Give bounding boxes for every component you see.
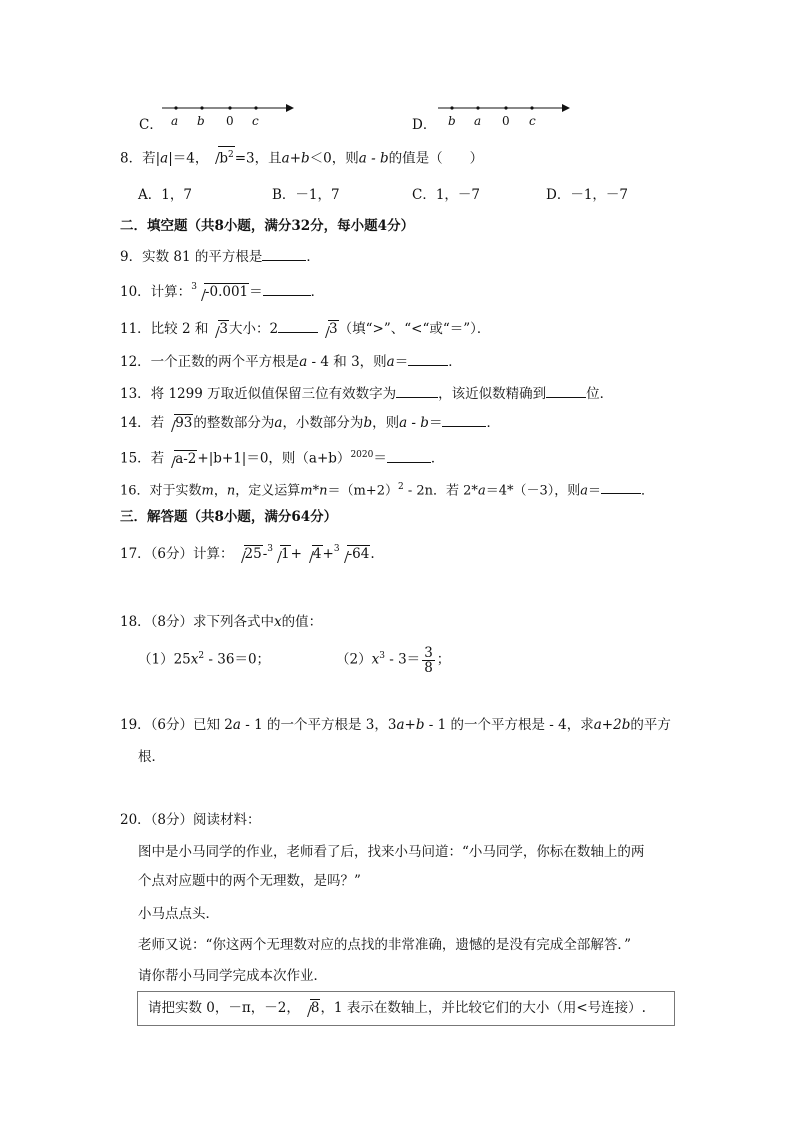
q20-paragraph-3: 小马点点头．: [138, 906, 219, 922]
question-15: 15．若 a-2+|b+1|＝0，则$(a+b)^{2020}=$ ．: [120, 450, 445, 467]
q16-answer-blank[interactable]: [601, 481, 641, 494]
question-12: 12．一个正数的两个平方根是a - 4 和 3，则a＝ ．: [120, 354, 462, 370]
q7-option-c-letter: C．: [139, 117, 163, 133]
question-16: 16．对于实数m，n，定义运算$m*n=(m+2)^2 - 2n$．若 2*a＝4*（－3），则a＝ ．: [120, 482, 655, 499]
q7-c-label-1: a: [171, 114, 179, 128]
q12-answer-blank[interactable]: [408, 353, 448, 366]
q7-option-d-letter: D．: [412, 117, 437, 133]
q18-part-1: $(1)25x^2 - 36=0$；: [138, 651, 271, 668]
q20-paragraph-1: 图中是小马同学的作业，老师看了后，找来小马问道：“小马同学，你标在数轴上的两: [138, 844, 645, 860]
q7-c-label-3: 0: [226, 114, 234, 128]
q11-answer-blank[interactable]: [278, 320, 318, 333]
q9-answer-blank[interactable]: [262, 248, 306, 261]
q8-option-d[interactable]: D．－1，－7: [546, 187, 629, 203]
question-10: 10．计算：$^3$ -0.001＝ ．: [120, 282, 325, 300]
q20-task-text: 请把实数 0，－π，－2， 8，1 表示在数轴上，并比较它们的大小（用<号连接）.: [148, 1000, 646, 1016]
q7-c-label-2: b: [197, 114, 205, 128]
q19-line-2: 根．: [138, 749, 165, 765]
section-2-heading: 二．填空题（共8小题，满分32分，每小题4分）: [120, 218, 415, 234]
q7-d-label-2: a: [474, 114, 482, 128]
q18-part-2: $(2)x^3 - 3=$ $\frac{3}{8}$ ；: [336, 644, 451, 676]
q7-c-label-4: c: [252, 114, 259, 128]
q14-answer-blank[interactable]: [442, 414, 486, 427]
question-18: 18．（8分）求下列各式中x的值：: [120, 614, 323, 630]
section-3-heading: 三．解答题（共8小题，满分64分）: [120, 509, 338, 525]
q7-d-label-1: b: [448, 114, 456, 128]
question-11: 11．比较 2 和 3大小：2 3（填“>”、“<“或“＝”）．: [120, 321, 491, 337]
q7-d-label-4: c: [529, 114, 536, 128]
q10-answer-blank[interactable]: [263, 283, 311, 296]
q20-paragraph-5: 请你帮小马同学完成本次作业．: [138, 968, 327, 984]
q7-d-label-3: 0: [502, 114, 510, 128]
question-8: 8．若|a|＝4， $b^2=3$，且a+b＜0，则a - b的值是（ ）: [120, 146, 483, 168]
question-9: 9．实数 81 的平方根是 ．: [120, 249, 320, 265]
fraction-3-8: $\frac{3}{8}$: [424, 644, 433, 676]
question-17: 17．（6分）计算： 25-$^3$ 1+ 4+$^3$ -64.: [120, 544, 375, 562]
q13-answer-blank-2[interactable]: [546, 385, 586, 398]
q20-paragraph-4: 老师又说：“你这两个无理数对应的点找的非常准确，遗憾的是没有完成全部解答．”: [138, 937, 632, 953]
q8-option-a[interactable]: A．1，7: [138, 187, 192, 203]
question-19: 19．（6分）已知 2a - 1 的一个平方根是 3，3a+b - 1 的一个平方根是 - 4，求a+2b的平方: [120, 717, 671, 733]
q8-option-b[interactable]: B．－1，7: [272, 187, 340, 203]
q13-answer-blank-1[interactable]: [396, 385, 438, 398]
question-20: 20．（8分）阅读材料：: [120, 812, 261, 828]
q20-paragraph-2: 个点对应题中的两个无理数，是吗？”: [138, 873, 361, 889]
question-14: 14．若 93的整数部分为a，小数部分为b，则a - b＝ ．: [120, 415, 500, 431]
question-13: 13．将 1299 万取近似值保留三位有效数字为 ，该近似数精确到 位．: [120, 386, 614, 402]
q15-answer-blank[interactable]: [387, 450, 431, 463]
q8-option-c[interactable]: C．1，－7: [412, 187, 481, 203]
